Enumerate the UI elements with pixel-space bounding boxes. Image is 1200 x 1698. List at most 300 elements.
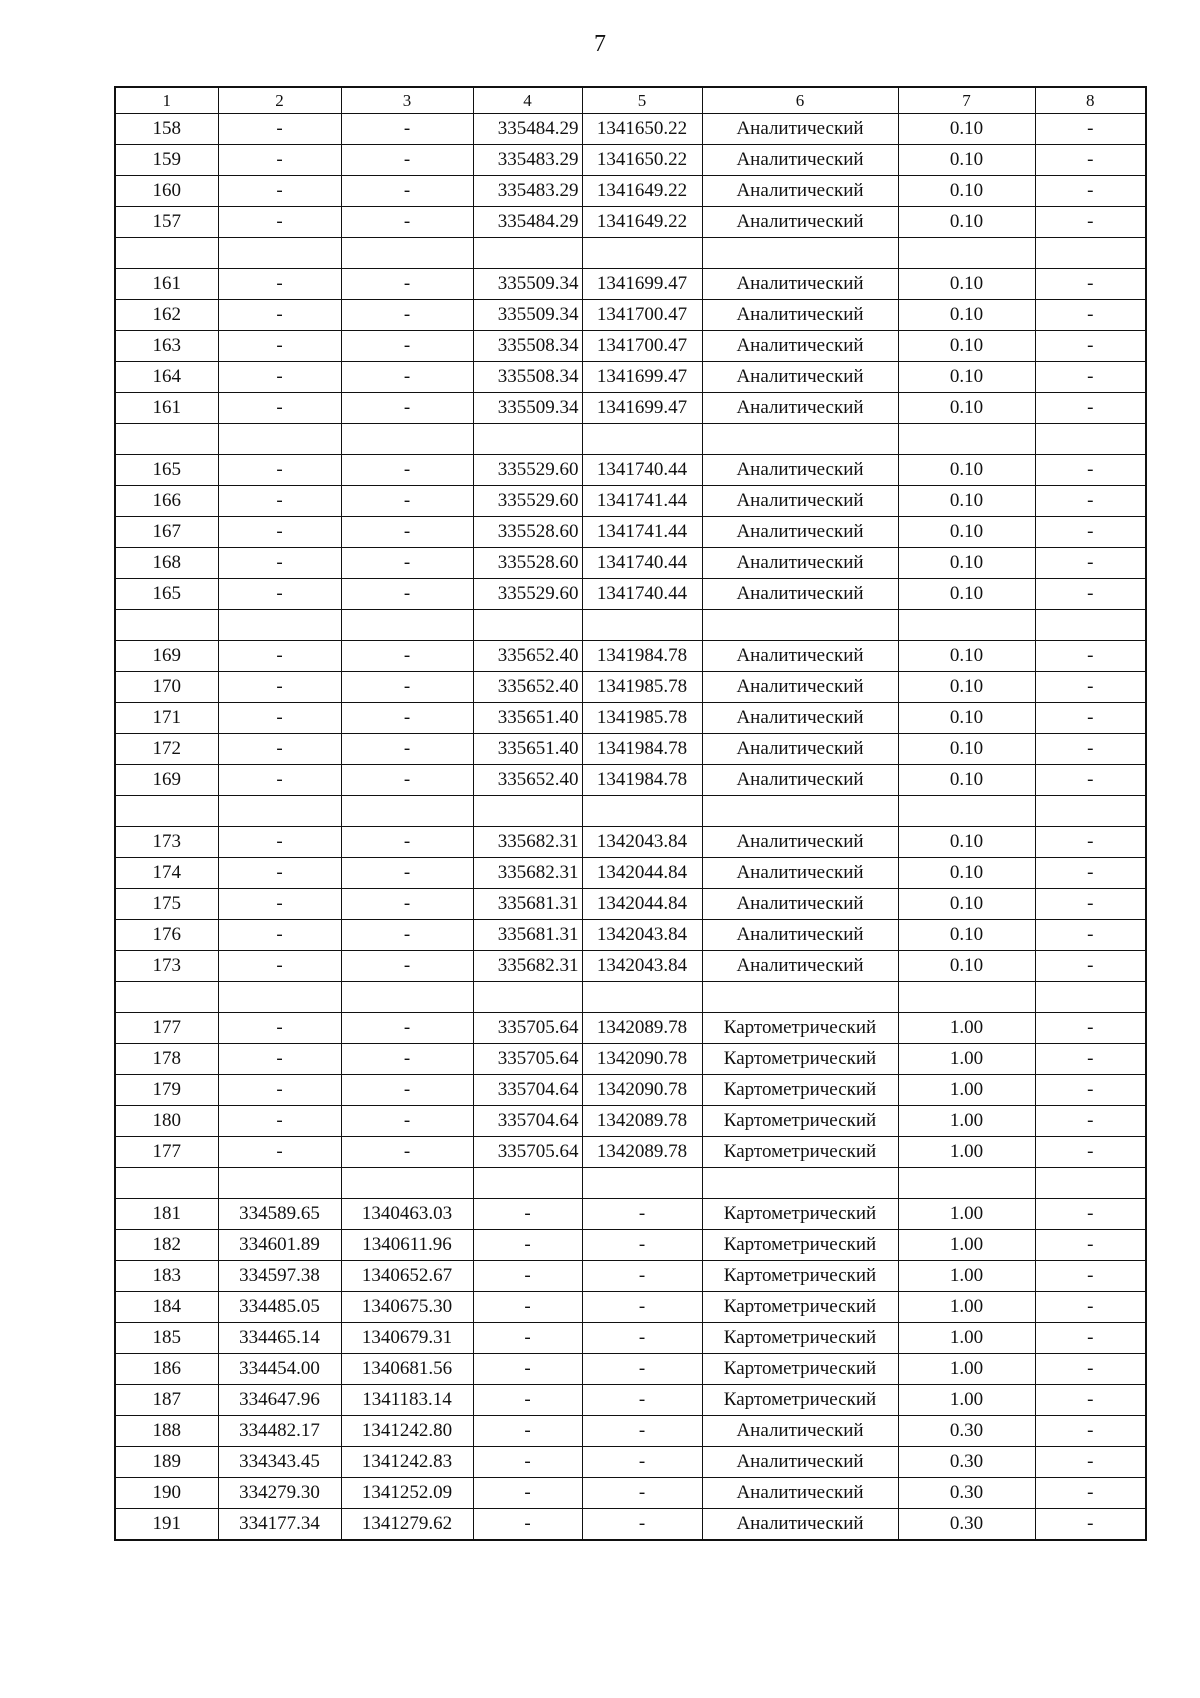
accuracy-cell: 0.10 (898, 455, 1035, 486)
accuracy-cell: 0.10 (898, 858, 1035, 889)
y-coord-cell: - (341, 1044, 473, 1075)
x-coord-cell: 334485.05 (218, 1292, 341, 1323)
table-row (115, 331, 1146, 362)
x-coord-new-cell: - (473, 1354, 582, 1385)
y-coord-cell: 1340652.67 (341, 1261, 473, 1292)
column-header: 5 (582, 87, 702, 114)
method-cell: Аналитический (702, 176, 898, 207)
description-cell: - (1035, 548, 1146, 579)
y-coord-cell: - (341, 300, 473, 331)
x-coord-cell: - (218, 672, 341, 703)
point-number-cell (115, 796, 218, 827)
x-coord-cell: - (218, 362, 341, 393)
table-row (115, 765, 1146, 796)
point-number-cell: 166 (115, 486, 218, 517)
x-coord-new-cell: - (473, 1447, 582, 1478)
description-cell: - (1035, 1478, 1146, 1509)
description-cell: - (1035, 641, 1146, 672)
accuracy-cell: 0.10 (898, 114, 1035, 145)
table-separator-row (115, 1168, 1146, 1199)
coordinates-table (114, 86, 1147, 1541)
method-cell: Аналитический (702, 269, 898, 300)
y-coord-new-cell: 1341985.78 (582, 672, 702, 703)
y-coord-new-cell: - (582, 1230, 702, 1261)
y-coord-cell: 1341252.09 (341, 1478, 473, 1509)
y-coord-new-cell: 1341740.44 (582, 579, 702, 610)
x-coord-new-cell (473, 982, 582, 1013)
point-number-cell: 165 (115, 455, 218, 486)
accuracy-cell: 1.00 (898, 1323, 1035, 1354)
method-cell: Картометрический (702, 1323, 898, 1354)
description-cell: - (1035, 672, 1146, 703)
x-coord-new-cell: 335681.31 (473, 920, 582, 951)
point-number-cell: 186 (115, 1354, 218, 1385)
accuracy-cell: 0.30 (898, 1447, 1035, 1478)
y-coord-new-cell (582, 1168, 702, 1199)
description-cell: - (1035, 1199, 1146, 1230)
method-cell: Картометрический (702, 1385, 898, 1416)
x-coord-new-cell (473, 1168, 582, 1199)
point-number-cell: 162 (115, 300, 218, 331)
x-coord-new-cell: 335652.40 (473, 672, 582, 703)
method-cell: Аналитический (702, 672, 898, 703)
x-coord-cell: 334601.89 (218, 1230, 341, 1261)
accuracy-cell (898, 610, 1035, 641)
table-row (115, 1509, 1146, 1541)
table-row (115, 145, 1146, 176)
y-coord-cell: - (341, 517, 473, 548)
description-cell (1035, 424, 1146, 455)
method-cell: Картометрический (702, 1230, 898, 1261)
x-coord-new-cell: 335682.31 (473, 827, 582, 858)
table-row (115, 920, 1146, 951)
table-row (115, 827, 1146, 858)
point-number-cell: 159 (115, 145, 218, 176)
y-coord-new-cell: 1342089.78 (582, 1137, 702, 1168)
y-coord-cell (341, 424, 473, 455)
method-cell: Аналитический (702, 114, 898, 145)
point-number-cell: 157 (115, 207, 218, 238)
method-cell (702, 796, 898, 827)
x-coord-new-cell: 335704.64 (473, 1106, 582, 1137)
y-coord-cell: 1340681.56 (341, 1354, 473, 1385)
method-cell: Аналитический (702, 734, 898, 765)
y-coord-new-cell: - (582, 1354, 702, 1385)
description-cell: - (1035, 703, 1146, 734)
y-coord-new-cell: 1342044.84 (582, 889, 702, 920)
y-coord-new-cell: - (582, 1478, 702, 1509)
y-coord-new-cell: - (582, 1199, 702, 1230)
y-coord-new-cell: 1342043.84 (582, 920, 702, 951)
y-coord-cell: - (341, 207, 473, 238)
accuracy-cell: 1.00 (898, 1292, 1035, 1323)
accuracy-cell: 0.10 (898, 920, 1035, 951)
point-number-cell: 185 (115, 1323, 218, 1354)
y-coord-new-cell (582, 424, 702, 455)
x-coord-new-cell: 335652.40 (473, 765, 582, 796)
method-cell: Картометрический (702, 1292, 898, 1323)
accuracy-cell: 1.00 (898, 1106, 1035, 1137)
table-row (115, 1013, 1146, 1044)
x-coord-cell: 334177.34 (218, 1509, 341, 1541)
y-coord-new-cell: 1341650.22 (582, 145, 702, 176)
accuracy-cell: 1.00 (898, 1075, 1035, 1106)
y-coord-cell: 1341242.83 (341, 1447, 473, 1478)
y-coord-new-cell: 1342089.78 (582, 1106, 702, 1137)
point-number-cell: 176 (115, 920, 218, 951)
point-number-cell: 177 (115, 1013, 218, 1044)
y-coord-cell: - (341, 393, 473, 424)
accuracy-cell: 0.10 (898, 889, 1035, 920)
description-cell: - (1035, 1230, 1146, 1261)
table-row (115, 1230, 1146, 1261)
table-row (115, 207, 1146, 238)
y-coord-cell: 1340463.03 (341, 1199, 473, 1230)
y-coord-cell: 1340611.96 (341, 1230, 473, 1261)
column-header: 3 (341, 87, 473, 114)
method-cell: Аналитический (702, 703, 898, 734)
point-number-cell: 180 (115, 1106, 218, 1137)
x-coord-cell: - (218, 765, 341, 796)
x-coord-cell (218, 982, 341, 1013)
x-coord-new-cell: - (473, 1416, 582, 1447)
x-coord-new-cell (473, 238, 582, 269)
accuracy-cell: 1.00 (898, 1044, 1035, 1075)
point-number-cell: 160 (115, 176, 218, 207)
y-coord-cell: 1341279.62 (341, 1509, 473, 1541)
y-coord-cell: - (341, 176, 473, 207)
x-coord-cell: - (218, 517, 341, 548)
accuracy-cell: 0.10 (898, 393, 1035, 424)
y-coord-new-cell: 1341649.22 (582, 176, 702, 207)
x-coord-cell: 334482.17 (218, 1416, 341, 1447)
point-number-cell: 187 (115, 1385, 218, 1416)
accuracy-cell: 0.10 (898, 579, 1035, 610)
y-coord-new-cell: 1341740.44 (582, 548, 702, 579)
y-coord-cell: 1340675.30 (341, 1292, 473, 1323)
table-row (115, 1292, 1146, 1323)
x-coord-cell: - (218, 641, 341, 672)
table-row (115, 517, 1146, 548)
x-coord-cell: - (218, 1137, 341, 1168)
y-coord-new-cell: - (582, 1261, 702, 1292)
x-coord-new-cell: - (473, 1478, 582, 1509)
description-cell: - (1035, 858, 1146, 889)
method-cell (702, 982, 898, 1013)
x-coord-new-cell: 335483.29 (473, 145, 582, 176)
accuracy-cell: 0.30 (898, 1509, 1035, 1541)
x-coord-cell: - (218, 827, 341, 858)
description-cell: - (1035, 486, 1146, 517)
y-coord-new-cell: - (582, 1385, 702, 1416)
table-row (115, 300, 1146, 331)
table-row (115, 1199, 1146, 1230)
accuracy-cell: 0.10 (898, 145, 1035, 176)
point-number-cell: 184 (115, 1292, 218, 1323)
accuracy-cell: 0.10 (898, 300, 1035, 331)
y-coord-new-cell: 1341985.78 (582, 703, 702, 734)
point-number-cell: 191 (115, 1509, 218, 1541)
method-cell: Аналитический (702, 331, 898, 362)
point-number-cell: 189 (115, 1447, 218, 1478)
method-cell (702, 424, 898, 455)
x-coord-new-cell: 335484.29 (473, 114, 582, 145)
x-coord-new-cell: - (473, 1292, 582, 1323)
accuracy-cell: 0.10 (898, 207, 1035, 238)
y-coord-cell: - (341, 703, 473, 734)
table-row (115, 1354, 1146, 1385)
point-number-cell (115, 424, 218, 455)
description-cell: - (1035, 827, 1146, 858)
point-number-cell: 178 (115, 1044, 218, 1075)
y-coord-cell: - (341, 827, 473, 858)
table-row (115, 1137, 1146, 1168)
method-cell: Картометрический (702, 1137, 898, 1168)
x-coord-cell: - (218, 1075, 341, 1106)
description-cell: - (1035, 1323, 1146, 1354)
y-coord-new-cell: 1341700.47 (582, 300, 702, 331)
x-coord-cell: - (218, 889, 341, 920)
accuracy-cell: 0.10 (898, 176, 1035, 207)
x-coord-new-cell: - (473, 1261, 582, 1292)
x-coord-new-cell: 335705.64 (473, 1044, 582, 1075)
method-cell: Аналитический (702, 765, 898, 796)
y-coord-cell: - (341, 1106, 473, 1137)
accuracy-cell: 0.10 (898, 331, 1035, 362)
accuracy-cell: 1.00 (898, 1137, 1035, 1168)
y-coord-cell: 1340679.31 (341, 1323, 473, 1354)
point-number-cell: 161 (115, 269, 218, 300)
x-coord-cell (218, 610, 341, 641)
y-coord-cell (341, 238, 473, 269)
method-cell: Аналитический (702, 486, 898, 517)
column-header: 8 (1035, 87, 1146, 114)
description-cell: - (1035, 269, 1146, 300)
method-cell: Аналитический (702, 920, 898, 951)
y-coord-cell: - (341, 145, 473, 176)
point-number-cell: 171 (115, 703, 218, 734)
accuracy-cell: 1.00 (898, 1354, 1035, 1385)
y-coord-cell: - (341, 672, 473, 703)
table-row (115, 1416, 1146, 1447)
method-cell: Картометрический (702, 1354, 898, 1385)
point-number-cell: 174 (115, 858, 218, 889)
table-row (115, 269, 1146, 300)
table-row (115, 176, 1146, 207)
y-coord-new-cell: - (582, 1292, 702, 1323)
description-cell: - (1035, 207, 1146, 238)
method-cell: Аналитический (702, 579, 898, 610)
description-cell: - (1035, 1292, 1146, 1323)
x-coord-cell: - (218, 734, 341, 765)
accuracy-cell: 1.00 (898, 1385, 1035, 1416)
description-cell (1035, 982, 1146, 1013)
accuracy-cell (898, 1168, 1035, 1199)
table-row (115, 114, 1146, 145)
x-coord-cell: - (218, 145, 341, 176)
x-coord-cell: - (218, 920, 341, 951)
y-coord-cell: 1341183.14 (341, 1385, 473, 1416)
y-coord-cell: - (341, 1075, 473, 1106)
accuracy-cell: 0.10 (898, 703, 1035, 734)
point-number-cell: 172 (115, 734, 218, 765)
x-coord-cell (218, 238, 341, 269)
y-coord-cell: - (341, 362, 473, 393)
y-coord-cell: - (341, 548, 473, 579)
point-number-cell: 167 (115, 517, 218, 548)
method-cell: Аналитический (702, 951, 898, 982)
table-separator-row (115, 238, 1146, 269)
table-row (115, 951, 1146, 982)
table-row (115, 1385, 1146, 1416)
x-coord-cell: 334589.65 (218, 1199, 341, 1230)
y-coord-new-cell: 1341699.47 (582, 269, 702, 300)
y-coord-new-cell: 1341699.47 (582, 362, 702, 393)
page-number: 7 (594, 31, 606, 57)
table-row (115, 579, 1146, 610)
description-cell: - (1035, 1137, 1146, 1168)
point-number-cell: 163 (115, 331, 218, 362)
table-row (115, 1478, 1146, 1509)
table-row (115, 548, 1146, 579)
y-coord-cell: - (341, 579, 473, 610)
y-coord-cell: - (341, 734, 473, 765)
description-cell (1035, 238, 1146, 269)
table-row (115, 393, 1146, 424)
table-row (115, 1075, 1146, 1106)
description-cell: - (1035, 1509, 1146, 1541)
column-header: 4 (473, 87, 582, 114)
table-row (115, 1106, 1146, 1137)
description-cell: - (1035, 331, 1146, 362)
x-coord-new-cell (473, 610, 582, 641)
x-coord-cell: - (218, 1106, 341, 1137)
point-number-cell: 190 (115, 1478, 218, 1509)
x-coord-cell: 334597.38 (218, 1261, 341, 1292)
x-coord-new-cell: 335483.29 (473, 176, 582, 207)
method-cell: Аналитический (702, 207, 898, 238)
table-row (115, 734, 1146, 765)
description-cell: - (1035, 1044, 1146, 1075)
method-cell: Аналитический (702, 858, 898, 889)
point-number-cell: 170 (115, 672, 218, 703)
y-coord-new-cell: - (582, 1416, 702, 1447)
x-coord-new-cell: 335529.60 (473, 579, 582, 610)
accuracy-cell: 0.10 (898, 827, 1035, 858)
x-coord-cell: 334465.14 (218, 1323, 341, 1354)
accuracy-cell: 0.10 (898, 951, 1035, 982)
x-coord-cell: - (218, 114, 341, 145)
description-cell: - (1035, 920, 1146, 951)
y-coord-cell: - (341, 269, 473, 300)
description-cell: - (1035, 114, 1146, 145)
y-coord-new-cell: 1341700.47 (582, 331, 702, 362)
accuracy-cell: 0.10 (898, 734, 1035, 765)
method-cell: Аналитический (702, 517, 898, 548)
y-coord-cell: - (341, 455, 473, 486)
x-coord-cell: - (218, 1044, 341, 1075)
point-number-cell: 175 (115, 889, 218, 920)
method-cell: Картометрический (702, 1044, 898, 1075)
column-header: 2 (218, 87, 341, 114)
accuracy-cell: 0.10 (898, 486, 1035, 517)
point-number-cell: 177 (115, 1137, 218, 1168)
x-coord-cell: - (218, 176, 341, 207)
table-row (115, 486, 1146, 517)
table-row (115, 1323, 1146, 1354)
method-cell: Картометрический (702, 1261, 898, 1292)
x-coord-cell: - (218, 269, 341, 300)
x-coord-new-cell: 335651.40 (473, 703, 582, 734)
accuracy-cell: 1.00 (898, 1261, 1035, 1292)
x-coord-cell (218, 424, 341, 455)
point-number-cell: 181 (115, 1199, 218, 1230)
table-body (115, 87, 1146, 1540)
table-row (115, 455, 1146, 486)
x-coord-cell: - (218, 579, 341, 610)
description-cell (1035, 610, 1146, 641)
y-coord-cell (341, 796, 473, 827)
x-coord-new-cell: 335681.31 (473, 889, 582, 920)
x-coord-cell: 334647.96 (218, 1385, 341, 1416)
x-coord-new-cell: 335529.60 (473, 486, 582, 517)
y-coord-cell: - (341, 641, 473, 672)
description-cell: - (1035, 1385, 1146, 1416)
point-number-cell: 165 (115, 579, 218, 610)
column-header: 6 (702, 87, 898, 114)
accuracy-cell: 0.30 (898, 1416, 1035, 1447)
y-coord-new-cell: 1341650.22 (582, 114, 702, 145)
x-coord-new-cell: - (473, 1199, 582, 1230)
y-coord-new-cell (582, 796, 702, 827)
method-cell: Картометрический (702, 1199, 898, 1230)
y-coord-new-cell: 1341699.47 (582, 393, 702, 424)
x-coord-new-cell: 335528.60 (473, 548, 582, 579)
y-coord-cell: - (341, 486, 473, 517)
y-coord-cell: - (341, 1013, 473, 1044)
column-header: 7 (898, 87, 1035, 114)
table-separator-row (115, 982, 1146, 1013)
description-cell: - (1035, 300, 1146, 331)
x-coord-cell: - (218, 486, 341, 517)
description-cell: - (1035, 145, 1146, 176)
table-row (115, 858, 1146, 889)
y-coord-new-cell: 1341649.22 (582, 207, 702, 238)
column-header: 1 (115, 87, 218, 114)
point-number-cell: 188 (115, 1416, 218, 1447)
description-cell: - (1035, 951, 1146, 982)
x-coord-new-cell: 335509.34 (473, 300, 582, 331)
point-number-cell: 173 (115, 951, 218, 982)
description-cell: - (1035, 1013, 1146, 1044)
y-coord-cell: - (341, 889, 473, 920)
x-coord-new-cell: - (473, 1385, 582, 1416)
accuracy-cell: 0.10 (898, 641, 1035, 672)
x-coord-new-cell: 335509.34 (473, 393, 582, 424)
y-coord-cell: - (341, 858, 473, 889)
accuracy-cell: 1.00 (898, 1199, 1035, 1230)
point-number-cell (115, 1168, 218, 1199)
accuracy-cell: 1.00 (898, 1013, 1035, 1044)
y-coord-new-cell: - (582, 1323, 702, 1354)
y-coord-cell (341, 982, 473, 1013)
accuracy-cell: 0.10 (898, 765, 1035, 796)
method-cell: Аналитический (702, 1478, 898, 1509)
description-cell (1035, 1168, 1146, 1199)
y-coord-new-cell: - (582, 1509, 702, 1541)
x-coord-cell: 334279.30 (218, 1478, 341, 1509)
x-coord-cell: - (218, 858, 341, 889)
